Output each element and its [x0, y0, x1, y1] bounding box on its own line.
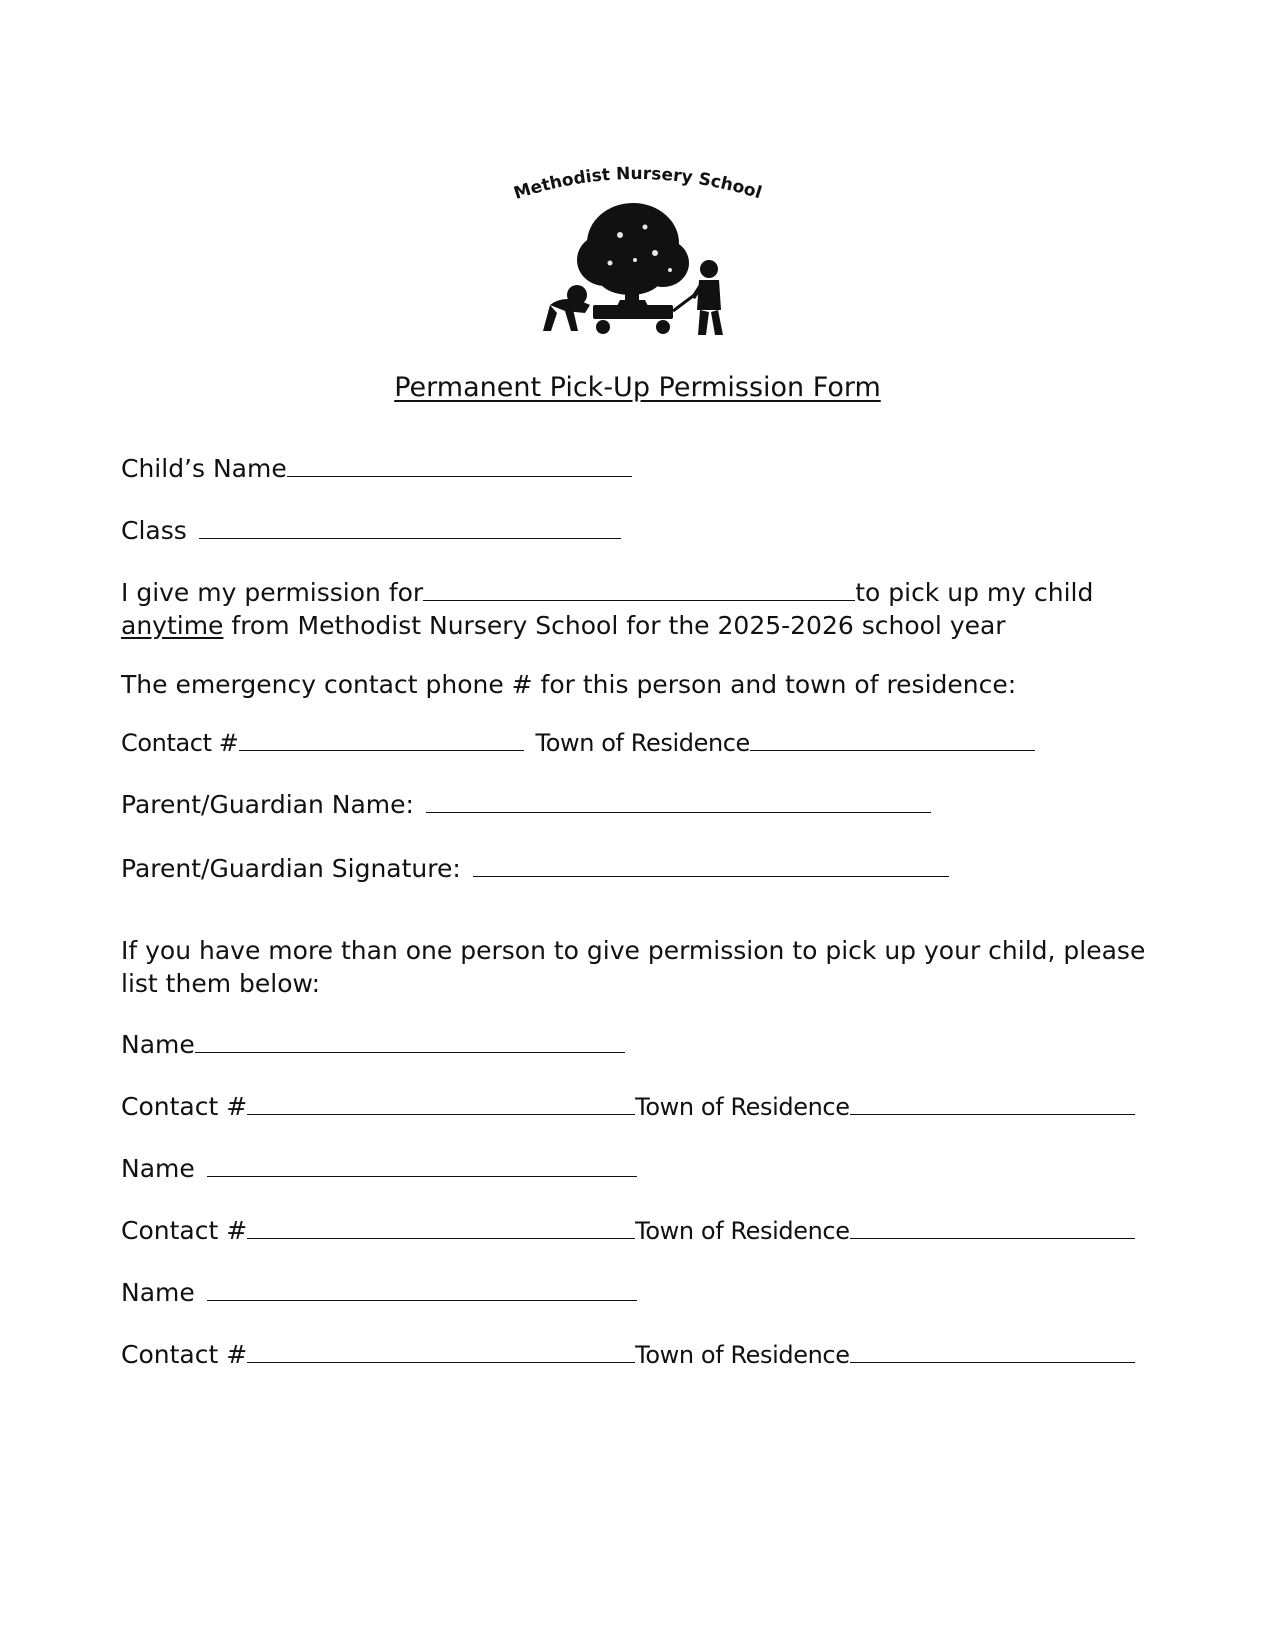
extra-contact-row-1	[121, 1090, 1135, 1121]
extra-name-label: Name	[121, 1278, 195, 1307]
extra-contact-label: Contact #	[121, 1092, 248, 1121]
extra-name-field[interactable]	[207, 1276, 637, 1301]
child-name-label: Child’s Name	[121, 454, 287, 483]
parent-name-field[interactable]	[426, 788, 931, 813]
parent-signature-row	[121, 852, 949, 883]
extra-contact-row-2	[121, 1214, 1135, 1245]
extra-contact-label: Contact #	[121, 1340, 248, 1369]
emergency-text: The emergency contact phone # for this person and town of residence:	[121, 670, 1017, 699]
extra-town-label: Town of Residence	[635, 1341, 850, 1369]
more-people-paragraph: If you have more than one person to give permission to pick up your child, please list them below:	[121, 936, 1146, 998]
town-field[interactable]	[750, 726, 1035, 751]
extra-town-field[interactable]	[850, 1214, 1135, 1239]
logo-arc-text: Methodist Nursery School	[511, 165, 765, 204]
extra-contact-field[interactable]	[247, 1214, 635, 1239]
extra-town-field[interactable]	[850, 1338, 1135, 1363]
parent-name-label: Parent/Guardian Name:	[121, 790, 414, 819]
extra-contact-field[interactable]	[247, 1338, 635, 1363]
contact-field[interactable]	[239, 726, 524, 751]
contact-town-row	[121, 726, 1035, 757]
extra-name-field[interactable]	[195, 1028, 625, 1053]
extra-contact-label: Contact #	[121, 1216, 248, 1245]
tree-icon	[577, 203, 689, 310]
extra-name-label: Name	[121, 1154, 195, 1183]
child-name-row	[121, 452, 632, 483]
extra-town-field[interactable]	[850, 1090, 1135, 1115]
class-row	[121, 514, 621, 545]
permission-paragraph	[121, 576, 1161, 642]
child-pulling-icon	[691, 260, 723, 335]
class-label: Class	[121, 516, 187, 545]
extra-name-field[interactable]	[207, 1152, 637, 1177]
permission-suffix: to pick up my child	[855, 578, 1094, 607]
form-title: Permanent Pick-Up Permission Form	[394, 372, 881, 403]
parent-name-row	[121, 788, 931, 819]
extra-name-row-1	[121, 1028, 625, 1059]
extra-town-label: Town of Residence	[635, 1217, 850, 1245]
school-logo	[505, 165, 790, 360]
permission-prefix: I give my permission for	[121, 578, 424, 607]
contact-label: Contact #	[121, 729, 239, 757]
wagon-icon	[593, 293, 697, 334]
extra-town-label: Town of Residence	[635, 1093, 850, 1121]
class-field[interactable]	[199, 514, 621, 539]
permission-line2: from Methodist Nursery School for the 2025-2026 school year	[231, 611, 1006, 640]
extra-name-row-3	[121, 1276, 637, 1307]
extra-name-label: Name	[121, 1030, 195, 1059]
permission-person-field[interactable]	[423, 576, 855, 601]
child-pushing-icon	[543, 285, 590, 331]
extra-contact-field[interactable]	[247, 1090, 635, 1115]
parent-signature-field[interactable]	[473, 852, 949, 877]
parent-signature-label: Parent/Guardian Signature:	[121, 854, 461, 883]
child-name-field[interactable]	[287, 452, 632, 477]
anytime-text: anytime	[121, 611, 224, 640]
town-label: Town of Residence	[535, 729, 750, 757]
extra-name-row-2	[121, 1152, 637, 1183]
extra-contact-row-3	[121, 1338, 1135, 1369]
